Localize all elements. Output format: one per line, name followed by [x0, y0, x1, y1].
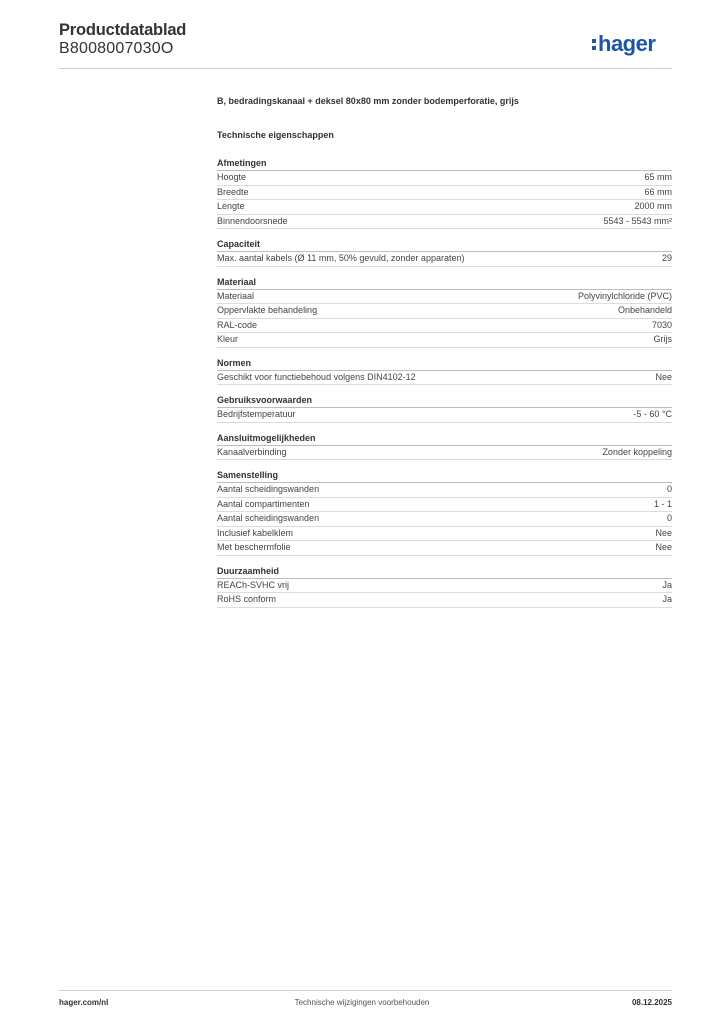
property-section — [217, 432, 672, 461]
hager-logo — [592, 29, 655, 59]
footer-date: 08.12.2025 — [631, 998, 672, 1007]
property-value: Nee — [655, 371, 672, 382]
property-value: 1 - 1 — [653, 498, 672, 509]
header-divider — [59, 68, 672, 69]
property-value: 0 — [666, 484, 672, 494]
property-label: Aantal scheidingswanden — [217, 484, 320, 494]
property-row — [217, 215, 672, 230]
footer-notice: Technische wijzigingen voorbehouden — [294, 998, 430, 1007]
property-row — [217, 319, 672, 334]
property-label: Oppervlakte behandeling — [217, 305, 318, 315]
section-title: Aansluitmogelijkheden — [217, 432, 672, 446]
footer-divider — [59, 990, 672, 991]
property-value: 7030 — [651, 319, 672, 330]
property-value: 2000 mm — [634, 201, 672, 211]
property-label: Breedte — [217, 186, 249, 197]
property-section — [217, 469, 672, 556]
property-row — [217, 200, 672, 215]
property-label: Inclusief kabelklem — [217, 527, 294, 538]
logo-dots-icon — [592, 39, 596, 50]
technical-properties-heading: Technische eigenschappen — [217, 130, 334, 140]
property-label: Max. aantal kabels (Ø 11 mm, 50% gevuld, zonder apparaten) — [217, 253, 465, 263]
property-value: 29 — [661, 253, 672, 263]
property-row — [217, 498, 672, 513]
property-section — [217, 357, 672, 386]
property-value: Grijs — [653, 334, 672, 344]
section-title: Normen — [217, 357, 672, 371]
property-label: RoHS conform — [217, 594, 277, 604]
footer-website: hager.com/nl — [59, 998, 109, 1007]
property-row — [217, 446, 672, 461]
property-value: Nee — [655, 527, 672, 538]
logo-text: hager — [598, 31, 656, 56]
property-row — [217, 483, 672, 498]
property-row — [217, 333, 672, 348]
property-row — [217, 593, 672, 608]
property-label: Kanaalverbinding — [217, 446, 287, 457]
property-label: Met beschermfolie — [217, 542, 291, 552]
property-value: Nee — [655, 542, 672, 552]
property-row — [217, 408, 672, 423]
property-label: Aantal scheidingswanden — [217, 513, 320, 523]
section-title: Materiaal — [217, 276, 672, 290]
property-section — [217, 276, 672, 348]
property-label: REACh-SVHC vrij — [217, 579, 290, 590]
property-label: Aantal compartimenten — [217, 498, 310, 509]
section-title: Gebruiksvoorwaarden — [217, 394, 672, 408]
property-value: Zonder koppeling — [602, 446, 672, 457]
product-reference: B8008007030O — [59, 40, 174, 57]
property-value: Onbehandeld — [617, 305, 672, 315]
property-section — [217, 394, 672, 423]
property-value: Ja — [662, 594, 672, 604]
property-value: -5 - 60 °C — [633, 409, 672, 419]
property-value: Polyvinylchloride (PVC) — [577, 290, 672, 301]
product-description: B, bedradingskanaal + deksel 80x80 mm zonder bodemperforatie, grijs — [217, 96, 519, 106]
property-row — [217, 371, 672, 386]
property-label: Binnendoorsnede — [217, 215, 288, 226]
property-label: Geschikt voor functiebehoud volgens DIN4102-12 — [217, 371, 416, 382]
property-row — [217, 512, 672, 527]
section-title: Capaciteit — [217, 238, 672, 252]
section-title: Samenstelling — [217, 469, 672, 483]
property-label: RAL-code — [217, 319, 258, 330]
property-row — [217, 186, 672, 201]
property-section — [217, 238, 672, 267]
property-label: Kleur — [217, 334, 239, 344]
property-row — [217, 527, 672, 542]
property-row — [217, 171, 672, 186]
property-value: Ja — [662, 579, 672, 590]
property-value: 66 mm — [644, 186, 672, 197]
property-sections — [217, 157, 672, 608]
property-label: Bedrijfstemperatuur — [217, 409, 296, 419]
property-row — [217, 304, 672, 319]
datasheet-content — [217, 96, 672, 617]
property-section — [217, 157, 672, 229]
property-label: Materiaal — [217, 290, 255, 301]
property-row — [217, 579, 672, 594]
property-row — [217, 252, 672, 267]
property-value: 5543 - 5543 mm² — [603, 215, 672, 226]
section-title: Afmetingen — [217, 157, 672, 171]
document-title: Productdatablad — [59, 21, 187, 39]
property-row — [217, 541, 672, 556]
property-label: Lengte — [217, 201, 245, 211]
property-value: 0 — [666, 513, 672, 523]
property-value: 65 mm — [644, 172, 672, 182]
section-title: Duurzaamheid — [217, 565, 672, 579]
property-section — [217, 565, 672, 608]
property-label: Hoogte — [217, 172, 247, 182]
property-row — [217, 290, 672, 305]
